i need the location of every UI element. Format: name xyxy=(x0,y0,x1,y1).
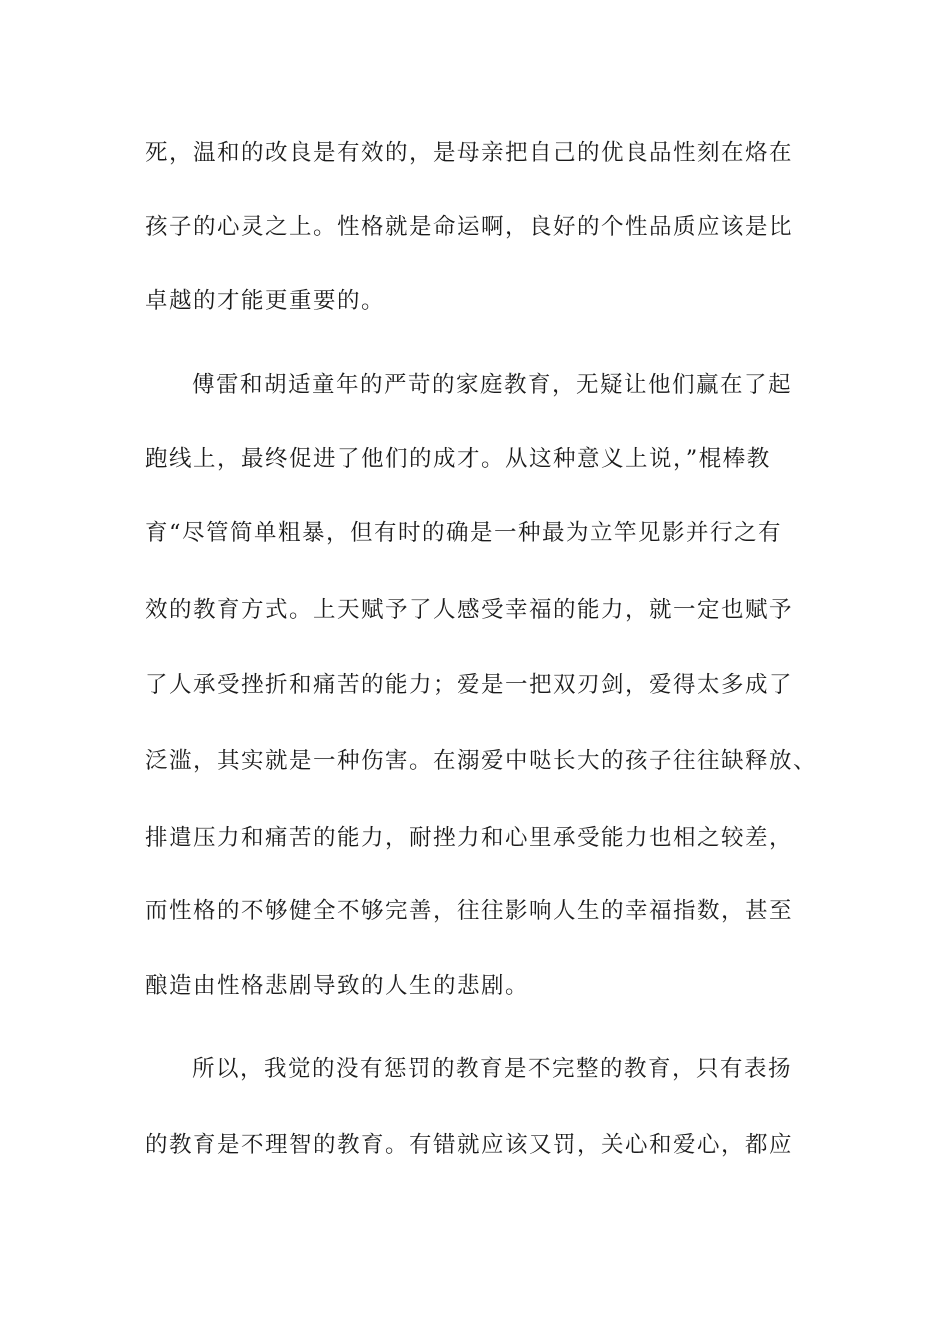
paragraph-first-line: 傅雷和胡适童年的严苛的家庭教育，无疑让他们赢在了起 xyxy=(192,372,793,398)
text-line: 育“尽管简单粗暴，但有时的确是一种最为立竿见影并行之有 xyxy=(145,520,783,546)
text-line: 泛滥，其实就是一种伤害。在溺爱中哒长大的孩子往往缺释放、 xyxy=(145,748,818,774)
text-line: 了人承受挫折和痛苦的能力；爱是一把双刃剑，爱得太多成了 xyxy=(145,672,794,698)
text-line: 排遣压力和痛苦的能力，耐挫力和心里承受能力也相之较差， xyxy=(145,825,794,851)
paragraph-first-line: 所以，我觉的没有惩罚的教育是不完整的教育，只有表扬 xyxy=(192,1056,793,1082)
text-line: 效的教育方式。上天赋予了人感受幸福的能力，就一定也赋予 xyxy=(145,597,794,623)
text-line: 酿造由性格悲剧导致的人生的悲剧。 xyxy=(145,973,530,999)
text-line: 死，温和的改良是有效的，是母亲把自己的优良品性刻在烙在 xyxy=(145,140,794,166)
text-line: 的教育是不理智的教育。有错就应该又罚，关心和爱心，都应 xyxy=(145,1132,794,1158)
text-line: 跑线上，最终促进了他们的成才。从这种意义上说，”棍棒教 xyxy=(145,446,771,472)
text-line: 而性格的不够健全不够完善，往往影响人生的幸福指数，甚至 xyxy=(145,898,794,924)
text-line: 卓越的才能更重要的。 xyxy=(145,288,386,314)
text-line: 孩子的心灵之上。性格就是命运啊，良好的个性品质应该是比 xyxy=(145,214,794,240)
